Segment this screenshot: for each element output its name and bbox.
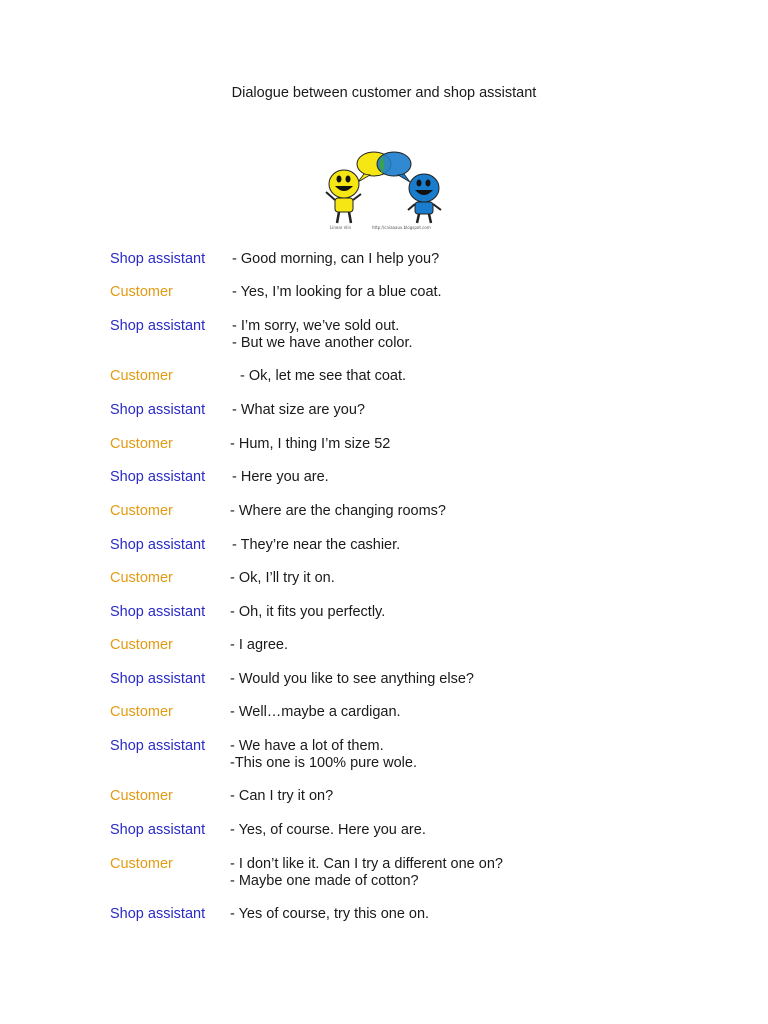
speaker-shop-assistant: Shop assistant [110,537,206,553]
speaker-shop-assistant: Shop assistant [110,402,206,418]
dialogue-line: - I’m sorry, we’ve sold out. [232,318,400,334]
dialogue-line: - Well…maybe a cardigan. [230,704,401,720]
talking-smileys-illustration [320,148,450,230]
speaker-shop-assistant: Shop assistant [110,822,206,838]
page-title: Dialogue between customer and shop assistant [231,85,537,101]
speaker-customer: Customer [110,284,173,300]
dialogue-line: - Where are the changing rooms? [230,503,446,519]
speaker-shop-assistant: Shop assistant [110,251,206,267]
yellow-smiley-character [326,170,361,223]
dialogue-line: - Can I try it on? [230,788,334,804]
dialogue-line: - Yes of course, try this one on. [230,906,430,922]
speaker-shop-assistant: Shop assistant [110,318,206,334]
dialogue-line: - But we have another color. [232,335,413,351]
speaker-customer: Customer [110,570,173,586]
left-caption: Linear nlin [330,225,351,230]
dialogue-line: - We have a lot of them. [230,738,384,754]
dialogue-line: - I agree. [230,637,289,653]
dialogue-line: - What size are you? [232,402,365,418]
dialogue-line: - Ok, let me see that coat. [236,368,407,384]
speaker-shop-assistant: Shop assistant [110,604,206,620]
speaker-shop-assistant: Shop assistant [110,671,206,687]
dialogue-line: - Hum, I thing I’m size 52 [230,436,391,452]
dialogue-line: - Good morning, can I help you? [232,251,440,267]
dialogue-line: -This one is 100% pure wole. [230,755,417,771]
dialogue-line: - They’re near the cashier. [232,537,401,553]
speaker-customer: Customer [110,788,173,804]
speaker-shop-assistant: Shop assistant [110,469,206,485]
dialogue-line: - Ok, I’ll try it on. [230,570,335,586]
dialogue-line: - Maybe one made of cotton? [230,873,419,889]
dialogue-line: - Yes, of course. Here you are. [230,822,426,838]
dialogue-line: - Here you are. [232,469,329,485]
dialogue-line: - Would you like to see anything else? [230,671,474,687]
right-caption: http://cniaaaux.blogspot.com [372,225,431,230]
speaker-customer: Customer [110,856,173,872]
speaker-shop-assistant: Shop assistant [110,906,206,922]
speaker-customer: Customer [110,368,173,384]
speaker-customer: Customer [110,503,173,519]
dialogue-line: - I don’t like it. Can I try a different one on? [230,856,503,872]
speaker-customer: Customer [110,704,173,720]
speaker-customer: Customer [110,436,173,452]
speaker-shop-assistant: Shop assistant [110,738,206,754]
dialogue-line: - Yes, I’m looking for a blue coat. [232,284,442,300]
speaker-customer: Customer [110,637,173,653]
blue-smiley-character [408,174,441,223]
dialogue-line: - Oh, it fits you perfectly. [230,604,386,620]
